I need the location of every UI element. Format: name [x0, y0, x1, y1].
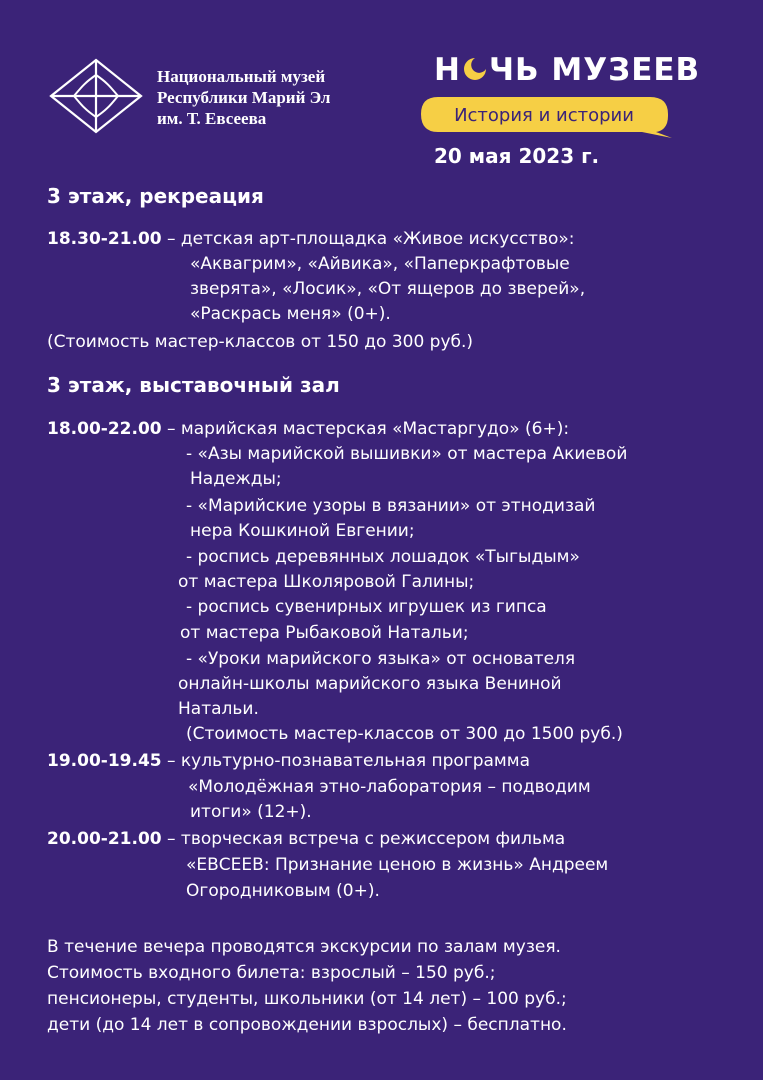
- event-time: 20.00-21.00: [47, 829, 162, 849]
- schedule-line: - «Азы марийской вышивки» от мастера Акиевой: [186, 444, 628, 464]
- footer-line: Стоимость входного билета: взрослый – 150 руб.;: [47, 963, 496, 983]
- schedule-line: Натальи.: [178, 699, 259, 719]
- schedule-line: итоги» (12+).: [190, 802, 312, 822]
- section-heading: 3 этаж, выставочный зал: [47, 373, 340, 397]
- event-time: 18.30-21.00: [47, 229, 162, 249]
- schedule-line: «Молодёжная этно-лаборатория – подводим: [188, 777, 591, 797]
- crescent-moon-icon: [462, 56, 488, 82]
- footer-line: В течение вечера проводятся экскурсии по залам музея.: [47, 937, 561, 957]
- schedule-line: - роспись деревянных лошадок «Тыгыдым»: [186, 547, 580, 567]
- schedule-line: Надежды;: [190, 469, 282, 489]
- museum-name: [157, 66, 330, 129]
- event-description: – марийская мастерская «Мастаргудо» (6+):: [161, 419, 570, 439]
- event-time: 19.00-19.45: [47, 751, 162, 771]
- schedule-line: от мастера Рыбаковой Натальи;: [180, 623, 469, 643]
- event-description: – творческая встреча с режиссером фильма: [161, 829, 566, 849]
- event-description: – культурно-познавательная программа: [161, 751, 530, 771]
- schedule-line: [47, 827, 565, 851]
- schedule-line: «ЕВСЕЕВ: Признание ценою в жизнь» Андреем: [186, 855, 609, 875]
- schedule-line: от мастера Школяровой Галины;: [178, 572, 475, 592]
- price-note: (Стоимость мастер-классов от 300 до 1500 руб.): [186, 724, 623, 744]
- event-time: 18.00-22.00: [47, 419, 162, 439]
- price-note: (Стоимость мастер-классов от 150 до 300 руб.): [47, 332, 474, 352]
- schedule-line: «Раскрась меня» (0+).: [190, 304, 391, 324]
- schedule-line: - роспись сувенирных игрушек из гипса: [186, 597, 547, 617]
- schedule-line: - «Марийские узоры в вязании» от этнодизай: [186, 496, 596, 516]
- museum-name-line: Республики Марий Эл: [157, 88, 331, 107]
- schedule-line: [47, 227, 575, 251]
- event-subtitle: История и истории: [454, 104, 634, 126]
- event-title-end: ЧЬ МУЗЕЕВ: [488, 52, 701, 88]
- event-title-start: Н: [434, 52, 461, 88]
- section-heading: 3 этаж, рекреация: [47, 184, 264, 208]
- museum-name-line: Национальный музей: [157, 67, 326, 86]
- schedule-line: зверята», «Лосик», «От ящеров до зверей»,: [190, 279, 586, 299]
- schedule-line: Огородниковым (0+).: [186, 881, 380, 901]
- event-description: – детская арт-площадка «Живое искусство»:: [161, 229, 575, 249]
- schedule-line: нера Кошкиной Евгении;: [190, 521, 415, 541]
- schedule-line: «Аквагрим», «Айвика», «Паперкрафтовые: [190, 254, 570, 274]
- event-title: [434, 52, 700, 88]
- schedule-line: онлайн-школы марийского языка Вениной: [178, 674, 562, 694]
- museum-name-line: им. Т. Евсеева: [157, 109, 267, 128]
- schedule-line: - «Уроки марийского языка» от основателя: [186, 649, 576, 669]
- schedule-line: [47, 749, 530, 773]
- footer-line: дети (до 14 лет в сопровождении взрослых) – бесплатно.: [47, 1015, 567, 1035]
- museum-diamond-logo-icon: [48, 57, 144, 135]
- event-date: 20 мая 2023 г.: [434, 144, 600, 168]
- schedule-line: [47, 417, 569, 441]
- footer-line: пенсионеры, студенты, школьники (от 14 лет) – 100 руб.;: [47, 989, 567, 1009]
